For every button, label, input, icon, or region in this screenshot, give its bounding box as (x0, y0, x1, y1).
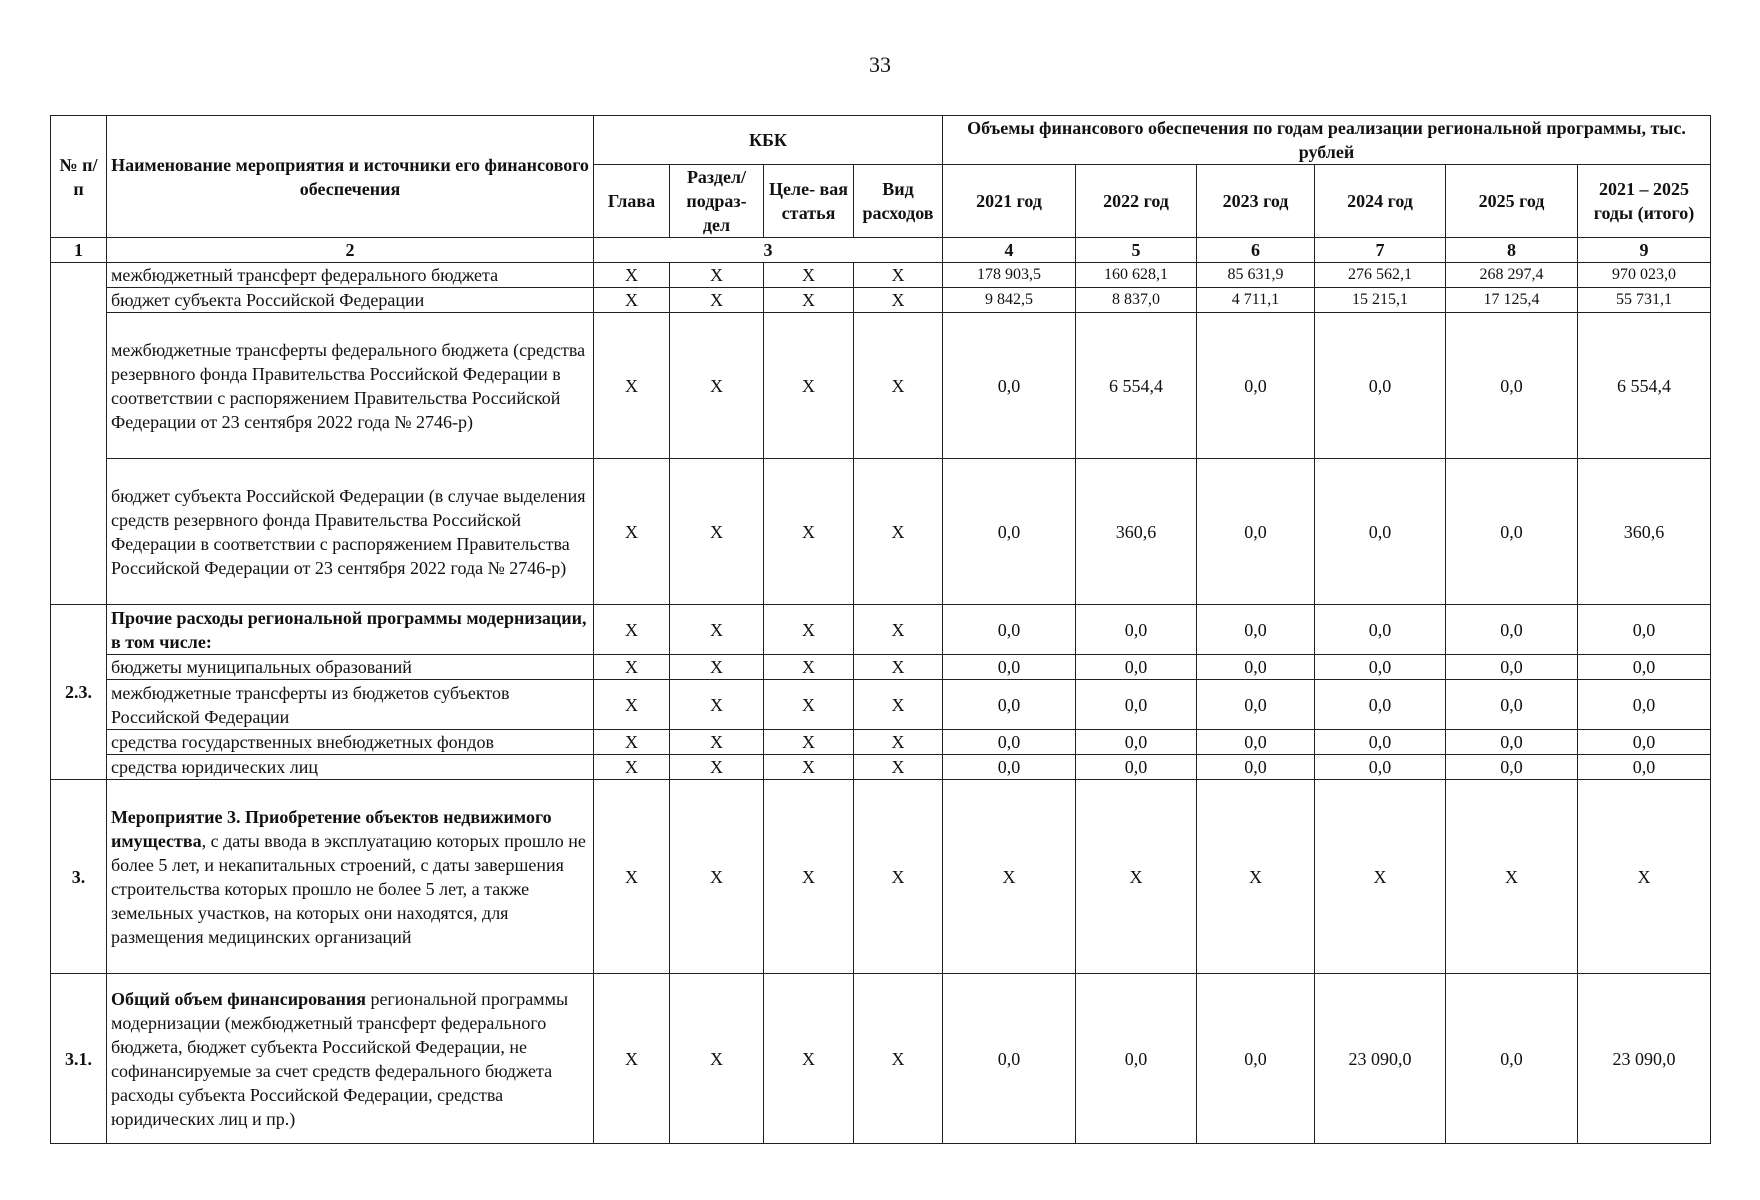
value-cell: 23 090,0 (1578, 974, 1711, 1144)
value-cell: 0,0 (943, 680, 1076, 730)
kbk-x: Х (594, 680, 670, 730)
value-cell: 8 837,0 (1076, 288, 1197, 313)
value-cell: 360,6 (1578, 459, 1711, 605)
value-cell: 17 125,4 (1446, 288, 1578, 313)
header-volumes: Объемы финансового обеспечения по годам реализации региональной программы, тыс. рублей (943, 116, 1711, 165)
value-cell: 0,0 (943, 313, 1076, 459)
value-cell: Х (943, 780, 1076, 974)
value-cell: 0,0 (1578, 755, 1711, 780)
table-row (51, 780, 1711, 974)
value-cell: 0,0 (1446, 605, 1578, 655)
value-cell: 0,0 (1446, 655, 1578, 680)
kbk-x: Х (764, 288, 854, 313)
kbk-x: Х (764, 655, 854, 680)
column-number: 8 (1446, 238, 1578, 263)
value-cell: 0,0 (943, 459, 1076, 605)
row-name (107, 780, 594, 974)
kbk-x: Х (670, 605, 764, 655)
value-cell: 0,0 (1197, 730, 1315, 755)
row-name: бюджеты муниципальных образований (107, 655, 594, 680)
row-name: межбюджетный трансферт федерального бюджета (107, 263, 594, 288)
value-cell: 0,0 (1315, 605, 1446, 655)
kbk-x: Х (854, 288, 943, 313)
value-cell: 0,0 (943, 755, 1076, 780)
kbk-x: Х (854, 780, 943, 974)
value-cell: 0,0 (1076, 655, 1197, 680)
row-name: бюджет субъекта Российской Федерации (в случае выделения средств резервного фонда Правительства Российской Федерации в соответствии с распоряжением Правительства Российской Федерации от 23 сентября 2022 года № 2746-р) (107, 459, 594, 605)
value-cell: 160 628,1 (1076, 263, 1197, 288)
value-cell: 0,0 (1446, 459, 1578, 605)
table-row (51, 974, 1711, 1144)
kbk-x: Х (764, 755, 854, 780)
kbk-x: Х (594, 459, 670, 605)
value-cell: 0,0 (1446, 730, 1578, 755)
value-cell: 0,0 (1197, 655, 1315, 680)
kbk-x: Х (854, 974, 943, 1144)
kbk-x: Х (854, 459, 943, 605)
kbk-x: Х (594, 263, 670, 288)
kbk-x: Х (670, 288, 764, 313)
value-cell: 4 711,1 (1197, 288, 1315, 313)
header-kbk: КБК (594, 116, 943, 165)
row-name: бюджет субъекта Российской Федерации (107, 288, 594, 313)
value-cell: 0,0 (1578, 680, 1711, 730)
value-cell: 23 090,0 (1315, 974, 1446, 1144)
value-cell: 0,0 (1446, 755, 1578, 780)
value-cell: 970 023,0 (1578, 263, 1711, 288)
value-cell: 276 562,1 (1315, 263, 1446, 288)
row-name: межбюджетные трансферты федерального бюджета (средства резервного фонда Правительства Российской Федерации в соответствии с распоряжением Правительства Российской Федерации от 23 сентября 2022 года № 2746-р) (107, 313, 594, 459)
row-name-bold: Прочие расходы региональной программы модернизации, в том числе: (111, 607, 587, 652)
value-cell: 0,0 (943, 655, 1076, 680)
column-number: 3 (594, 238, 943, 263)
row-name-rest: , с даты ввода в эксплуатацию которых прошло не более 5 лет, и некапитальных строений, с даты завершения строительства которых прошло не более 5 лет, а также земельных участков, на которых они находятся, для размещения медицинских организаций (111, 830, 586, 947)
kbk-x: Х (594, 313, 670, 459)
value-cell: 0,0 (1446, 313, 1578, 459)
column-number: 4 (943, 238, 1076, 263)
table-row (51, 730, 1711, 755)
value-cell: 0,0 (943, 605, 1076, 655)
value-cell: 0,0 (1315, 680, 1446, 730)
value-cell: 6 554,4 (1578, 313, 1711, 459)
value-cell: 0,0 (1315, 655, 1446, 680)
table-row (51, 755, 1711, 780)
column-number: 1 (51, 238, 107, 263)
table-row (51, 263, 1711, 288)
value-cell: 0,0 (1076, 755, 1197, 780)
kbk-x: Х (854, 605, 943, 655)
row-number: 2.3. (51, 605, 107, 780)
header-year: 2025 год (1446, 165, 1578, 238)
table-row (51, 605, 1711, 655)
kbk-x: Х (594, 755, 670, 780)
value-cell: 0,0 (1076, 605, 1197, 655)
row-name: межбюджетные трансферты из бюджетов субъектов Российской Федерации (107, 680, 594, 730)
value-cell: 15 215,1 (1315, 288, 1446, 313)
kbk-x: Х (854, 313, 943, 459)
value-cell: 0,0 (1446, 680, 1578, 730)
column-number: 9 (1578, 238, 1711, 263)
kbk-x: Х (670, 459, 764, 605)
value-cell: 0,0 (943, 730, 1076, 755)
value-cell: 0,0 (1578, 730, 1711, 755)
header-year: 2021 год (943, 165, 1076, 238)
header-kbk-col: Целе- вая статья (764, 165, 854, 238)
table-row (51, 655, 1711, 680)
value-cell: 0,0 (1315, 459, 1446, 605)
kbk-x: Х (594, 605, 670, 655)
row-name: средства юридических лиц (107, 755, 594, 780)
kbk-x: Х (670, 730, 764, 755)
kbk-x: Х (670, 263, 764, 288)
value-cell: 0,0 (1197, 755, 1315, 780)
value-cell: 268 297,4 (1446, 263, 1578, 288)
column-number: 7 (1315, 238, 1446, 263)
value-cell: 0,0 (1578, 605, 1711, 655)
kbk-x: Х (764, 605, 854, 655)
kbk-x: Х (670, 655, 764, 680)
kbk-x: Х (854, 263, 943, 288)
value-cell: 0,0 (1197, 459, 1315, 605)
kbk-x: Х (854, 730, 943, 755)
header-kbk-col: Вид расходов (854, 165, 943, 238)
kbk-x: Х (594, 288, 670, 313)
header-num: № п/п (51, 116, 107, 238)
header-year: 2021 – 2025 годы (итого) (1578, 165, 1711, 238)
value-cell: 0,0 (1315, 730, 1446, 755)
table-row (51, 459, 1711, 605)
value-cell: 0,0 (1197, 313, 1315, 459)
value-cell: 0,0 (943, 974, 1076, 1144)
value-cell: 0,0 (1197, 680, 1315, 730)
kbk-x: Х (594, 730, 670, 755)
value-cell: 0,0 (1076, 730, 1197, 755)
row-name: средства государственных внебюджетных фондов (107, 730, 594, 755)
value-cell: 55 731,1 (1578, 288, 1711, 313)
header-year: 2022 год (1076, 165, 1197, 238)
row-number: 3.1. (51, 974, 107, 1144)
kbk-x: Х (670, 974, 764, 1144)
table-row (51, 680, 1711, 730)
value-cell: 6 554,4 (1076, 313, 1197, 459)
row-name-bold: Мероприятие 3. Приобретение объектов недвижимого имущества (111, 806, 552, 851)
row-name (107, 974, 594, 1144)
header-year: 2023 год (1197, 165, 1315, 238)
kbk-x: Х (764, 459, 854, 605)
row-name-bold: Общий объем финансирования (111, 988, 366, 1009)
column-number: 2 (107, 238, 594, 263)
value-cell: 0,0 (1315, 313, 1446, 459)
header-kbk-col: Глава (594, 165, 670, 238)
value-cell: 0,0 (1446, 974, 1578, 1144)
column-number: 5 (1076, 238, 1197, 263)
kbk-x: Х (670, 313, 764, 459)
value-cell: Х (1578, 780, 1711, 974)
value-cell: 0,0 (1197, 605, 1315, 655)
financing-table (50, 115, 1711, 1144)
kbk-x: Х (594, 655, 670, 680)
kbk-x: Х (854, 680, 943, 730)
kbk-x: Х (594, 974, 670, 1144)
kbk-x: Х (764, 263, 854, 288)
value-cell: 0,0 (1197, 974, 1315, 1144)
kbk-x: Х (764, 730, 854, 755)
value-cell: 85 631,9 (1197, 263, 1315, 288)
kbk-x: Х (670, 680, 764, 730)
row-name-rest: региональной программы модернизации (межбюджетный трансферт федерального бюджета, бюджет субъекта Российской Федерации, не софинансируемые за счет средств федерального бюджета расходы субъекта Российской Федерации, средства юридических лиц и пр.) (111, 988, 569, 1129)
header-name: Наименование мероприятия и источники его финансового обеспечения (107, 116, 594, 238)
value-cell: Х (1315, 780, 1446, 974)
value-cell: Х (1076, 780, 1197, 974)
row-name (107, 605, 594, 655)
value-cell: 360,6 (1076, 459, 1197, 605)
kbk-x: Х (854, 755, 943, 780)
table-row (51, 313, 1711, 459)
kbk-x: Х (670, 780, 764, 974)
column-number: 6 (1197, 238, 1315, 263)
value-cell: Х (1197, 780, 1315, 974)
kbk-x: Х (764, 780, 854, 974)
header-kbk-col: Раздел/ подраз- дел (670, 165, 764, 238)
column-numbers-row (51, 238, 1711, 263)
value-cell: 0,0 (1076, 680, 1197, 730)
value-cell: 0,0 (1076, 974, 1197, 1144)
kbk-x: Х (594, 780, 670, 974)
row-number-empty (51, 263, 107, 605)
value-cell: 0,0 (1315, 755, 1446, 780)
header-year: 2024 год (1315, 165, 1446, 238)
kbk-x: Х (670, 755, 764, 780)
value-cell: 9 842,5 (943, 288, 1076, 313)
value-cell: Х (1446, 780, 1578, 974)
kbk-x: Х (764, 974, 854, 1144)
kbk-x: Х (764, 313, 854, 459)
value-cell: 178 903,5 (943, 263, 1076, 288)
value-cell: 0,0 (1578, 655, 1711, 680)
kbk-x: Х (854, 655, 943, 680)
row-number: 3. (51, 780, 107, 974)
kbk-x: Х (764, 680, 854, 730)
table-row (51, 288, 1711, 313)
page-number: 33 (869, 52, 891, 77)
